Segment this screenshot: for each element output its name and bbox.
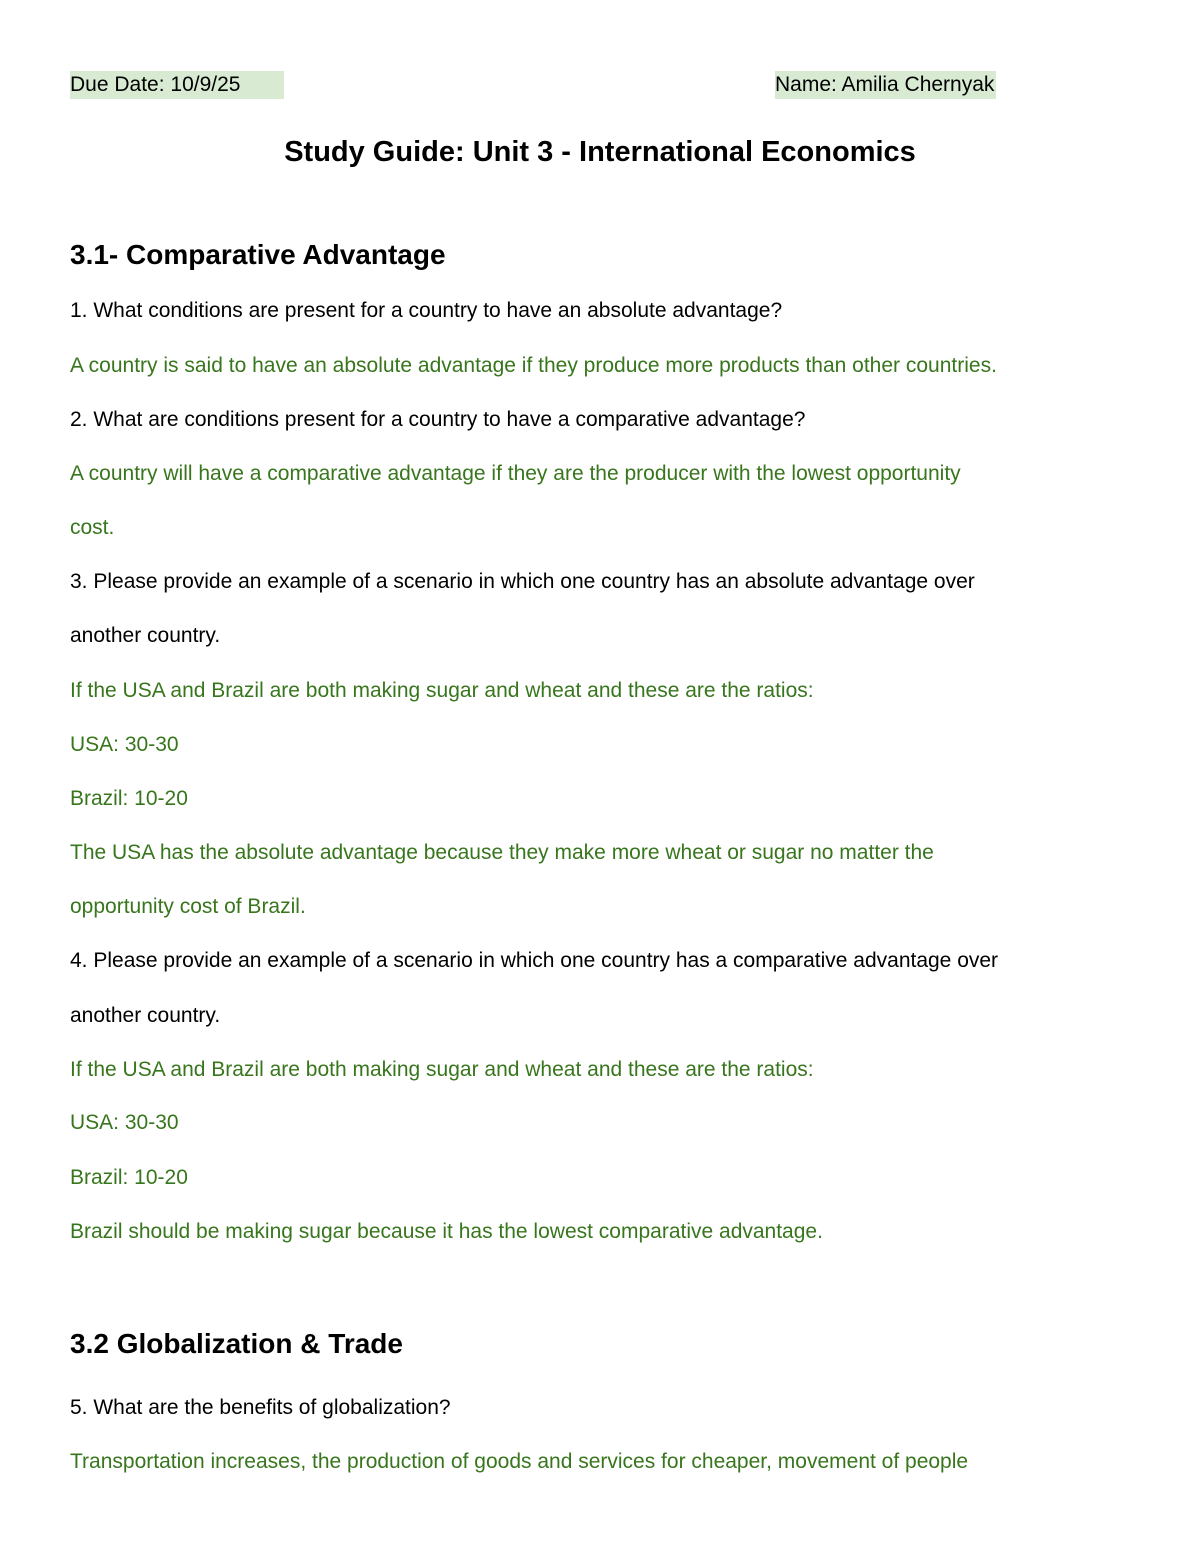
- question-3-line-1: 3. Please provide an example of a scenario in which one country has an absolute advantage over: [70, 570, 975, 593]
- question-2: 2. What are conditions present for a country to have a comparative advantage?: [70, 408, 806, 431]
- answer-2-line-1: A country will have a comparative advantage if they are the producer with the lowest opportunity: [70, 462, 961, 485]
- question-4-line-2: another country.: [70, 1004, 221, 1027]
- answer-5-line-1: Transportation increases, the production of goods and services for cheaper, movement of people: [70, 1450, 969, 1473]
- student-name: Name: Amilia Chernyak: [775, 71, 996, 99]
- answer-4-intro: If the USA and Brazil are both making sugar and wheat and these are the ratios:: [70, 1058, 814, 1081]
- answer-3-conclusion-line-2: opportunity cost of Brazil.: [70, 895, 306, 918]
- answer-4-brazil-ratio: Brazil: 10-20: [70, 1166, 188, 1189]
- answer-3-conclusion-line-1: The USA has the absolute advantage because they make more wheat or sugar no matter the: [70, 841, 934, 864]
- answer-2-line-2: cost.: [70, 516, 115, 539]
- question-3-line-2: another country.: [70, 624, 221, 647]
- question-4-line-1: 4. Please provide an example of a scenario in which one country has a comparative advantage over: [70, 949, 999, 972]
- page-title: Study Guide: Unit 3 - International Economics: [284, 136, 916, 168]
- question-5: 5. What are the benefits of globalization?: [70, 1396, 451, 1419]
- section-heading-globalization-trade: 3.2 Globalization & Trade: [70, 1328, 403, 1359]
- answer-3-intro: If the USA and Brazil are both making sugar and wheat and these are the ratios:: [70, 679, 814, 702]
- answer-3-usa-ratio: USA: 30-30: [70, 733, 179, 756]
- question-1: 1. What conditions are present for a country to have an absolute advantage?: [70, 299, 783, 322]
- due-date: Due Date: 10/9/25: [70, 71, 284, 99]
- answer-4-conclusion: Brazil should be making sugar because it has the lowest comparative advantage.: [70, 1220, 823, 1243]
- answer-3-brazil-ratio: Brazil: 10-20: [70, 787, 188, 810]
- header-row: [70, 71, 1130, 101]
- answer-1: A country is said to have an absolute advantage if they produce more products than other countries.: [70, 354, 997, 377]
- answer-4-usa-ratio: USA: 30-30: [70, 1111, 179, 1134]
- section-heading-comparative-advantage: 3.1- Comparative Advantage: [70, 239, 446, 270]
